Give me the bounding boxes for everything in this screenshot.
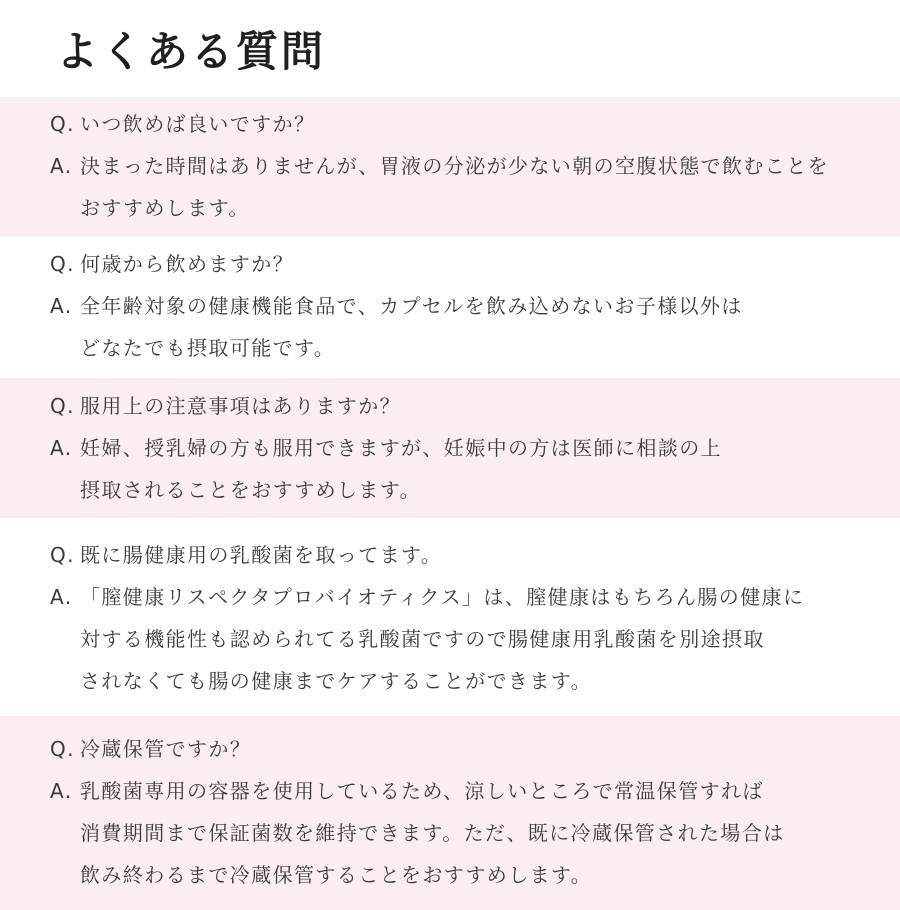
faq-answer-line: 摂取されることをおすすめします。 — [80, 478, 421, 502]
answer-text: 全年齢対象の健康機能食品で、カプセルを飲み込めないお子様以外は — [80, 294, 743, 318]
page-title: よくある質問 — [56, 27, 327, 76]
question-prefix: Q. — [50, 543, 75, 567]
question-prefix: Q. — [50, 112, 75, 136]
question-text: 既に腸健康用の乳酸菌を取ってます。 — [80, 543, 443, 567]
faq-answer-line: おすすめします。 — [80, 196, 250, 220]
question-text: 冷蔵保管ですか？ — [80, 737, 252, 761]
faq-question — [50, 728, 900, 770]
faq-item — [0, 237, 900, 378]
faq-item — [0, 97, 900, 237]
faq-item — [0, 378, 900, 518]
faq-answer-line: 対する機能性も認められてる乳酸菌ですので腸健康用乳酸菌を別途摂取 — [80, 627, 765, 651]
answer-prefix: A. — [50, 154, 73, 178]
question-prefix: Q. — [50, 737, 75, 761]
faq-answer-line: 消費期間まで保証菌数を維持できます。ただ、既に冷蔵保管された場合は — [80, 821, 785, 845]
question-prefix: Q. — [50, 394, 75, 418]
faq-answer-line: 飲み終わるまで冷蔵保管することをおすすめします。 — [80, 863, 593, 887]
faq-answer-line — [50, 427, 900, 469]
faq-question — [50, 243, 900, 285]
faq-question — [50, 103, 900, 145]
answer-prefix: A. — [50, 436, 73, 460]
answer-prefix: A. — [50, 779, 73, 803]
question-prefix: Q. — [50, 252, 75, 276]
faq-answer-line — [50, 770, 900, 812]
question-text: 何歳から飲めますか？ — [80, 252, 294, 276]
faq-answer-line — [50, 285, 900, 327]
answer-text: 「膣健康リスペクタプロバイオティクス」は、膣健康はもちろん腸の健康に — [80, 585, 805, 609]
answer-text: 妊婦、授乳婦の方も服用できますが、妊娠中の方は医師に相談の上 — [80, 436, 722, 460]
answer-text: 乳酸菌専用の容器を使用しているため、涼しいところで常温保管すれば — [80, 779, 764, 803]
faq-answer-line: されなくても腸の健康までケアすることができます。 — [80, 669, 592, 693]
faq-question — [50, 534, 900, 576]
faq-answer-line: どなたでも摂取可能です。 — [80, 336, 336, 360]
faq-item — [0, 518, 900, 716]
answer-prefix: A. — [50, 585, 73, 609]
answer-text: 決まった時間はありませんが、胃液の分泌が少ない朝の空腹状態で飲むことを — [80, 154, 829, 178]
faq-answer-line — [50, 576, 900, 618]
question-text: 服用上の注意事項はありますか？ — [80, 394, 401, 418]
faq-question — [50, 385, 900, 427]
faq-answer-line — [50, 145, 900, 187]
faq-item — [0, 716, 900, 910]
answer-prefix: A. — [50, 294, 73, 318]
question-text: いつ飲めば良いですか？ — [80, 112, 316, 136]
